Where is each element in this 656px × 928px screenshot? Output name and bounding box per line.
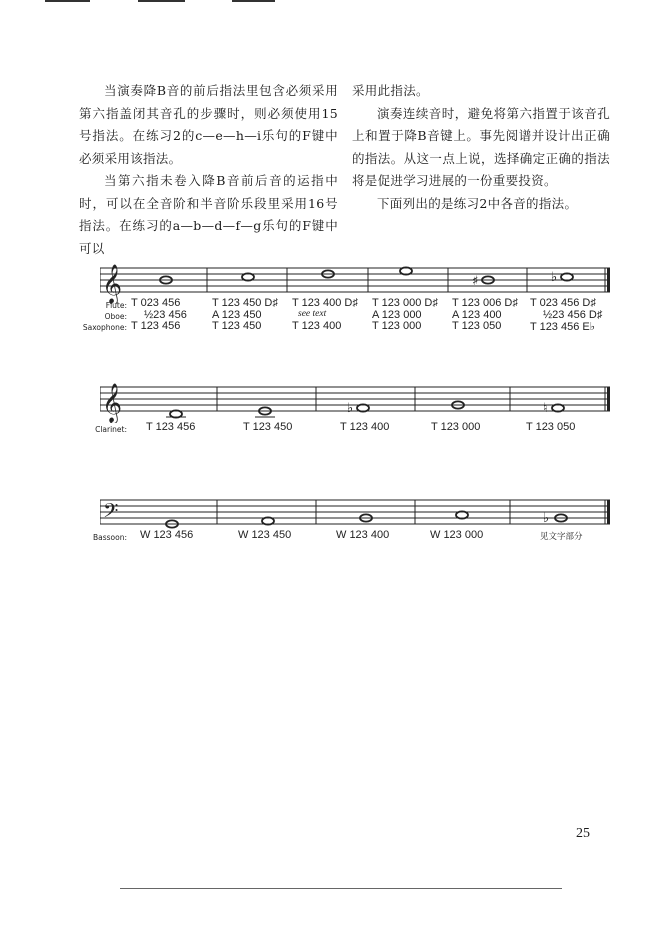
fingering-cell: T 123 050 <box>452 320 502 332</box>
fingering-cell: T 123 000 <box>372 320 422 332</box>
fingering-cell: T 123 456 <box>146 421 196 433</box>
bass-clef-icon: 𝄢 <box>103 499 119 527</box>
paragraph: 采用此指法。 <box>352 83 429 98</box>
fingering-cell: A 123 000 <box>372 309 422 321</box>
paragraph: 当第六指未卷入降B音前后音的运指中时，可以在全音阶和半音阶乐段里采用16号指法。在练习的a—b—d—f—g乐句的F键中可以 <box>79 173 338 256</box>
top-rule-left <box>45 0 90 2</box>
fingering-cell: T 123 050 <box>526 421 576 433</box>
text-column-right <box>352 80 610 215</box>
fingering-cell: see text <box>298 309 327 319</box>
instrument-label: Bassoon: <box>92 533 127 542</box>
fingering-cell: T 123 006 D♯ <box>452 297 518 309</box>
paragraph: 当演奏降B音的前后指法里包含必须采用第六指盖闭其音孔的步骤时，则必须使用15号指法。在练习2的c—e—h—i乐句的F键中必须采用该指法。 <box>79 83 338 166</box>
fingering-cell: T 123 400 D♯ <box>292 297 358 309</box>
text-column-left <box>79 80 338 260</box>
flat-icon: ♭ <box>543 511 550 526</box>
fingering-cell: 见文字部分 <box>540 532 583 542</box>
paragraph: 下面列出的是练习2中各音的指法。 <box>377 195 578 211</box>
fingering-cell: W 123 000 <box>430 529 484 541</box>
fingering-cell: ½23 456 D♯ <box>543 309 603 321</box>
fingering-cell: T 123 456 E♭ <box>530 321 595 333</box>
music-staff-bass <box>100 497 612 533</box>
flat-icon: ♭ <box>347 401 354 416</box>
treble-clef-icon: 𝄞 <box>102 383 123 423</box>
fingering-cell: T 123 450 <box>243 421 293 433</box>
instrument-label: Oboe: <box>104 312 127 321</box>
instrument-label: Clarinet: <box>95 425 127 434</box>
bottom-rule <box>120 888 562 889</box>
fingering-cell: T 123 456 <box>131 320 181 332</box>
fingering-cell: T 123 400 <box>292 320 342 332</box>
flat-icon: ♭ <box>551 270 558 285</box>
fingering-cell: T 123 000 D♯ <box>372 297 438 309</box>
fingering-cell: ½23 456 <box>144 309 187 321</box>
fingering-cell: W 123 400 <box>336 529 390 541</box>
instrument-label: Saxophone: <box>82 323 127 332</box>
instrument-label: Flute: <box>105 301 127 310</box>
top-rule-right <box>232 0 275 2</box>
treble-clef-icon: 𝄞 <box>102 264 123 304</box>
music-staff-treble-2 <box>100 381 612 423</box>
top-rule-mid <box>138 0 185 2</box>
fingering-cell: W 123 450 <box>238 529 292 541</box>
fingering-cell: A 123 450 <box>212 309 262 321</box>
fingering-cell: T 123 400 <box>340 421 390 433</box>
sharp-icon: ♯ <box>472 274 479 289</box>
page-number: 25 <box>576 826 590 841</box>
fingering-cell: A 123 400 <box>452 309 502 321</box>
fingering-cell: T 123 000 <box>431 421 481 433</box>
fingering-cell: W 123 456 <box>140 529 194 541</box>
natural-icon: ♮ <box>543 401 548 416</box>
fingering-cell: T 023 456 D♯ <box>530 297 596 309</box>
fingering-cell: T 123 450 D♯ <box>212 297 278 309</box>
fingering-cell: T 023 456 <box>131 297 181 309</box>
paragraph: 演奏连续音时，避免将第六指置于该音孔上和置于降B音键上。事先阅谱并设计出正确的指法。从这一点上说，选择确定正确的指法将是促进学习进展的一份重要投资。 <box>352 105 610 188</box>
fingering-cell: T 123 450 <box>212 320 262 332</box>
